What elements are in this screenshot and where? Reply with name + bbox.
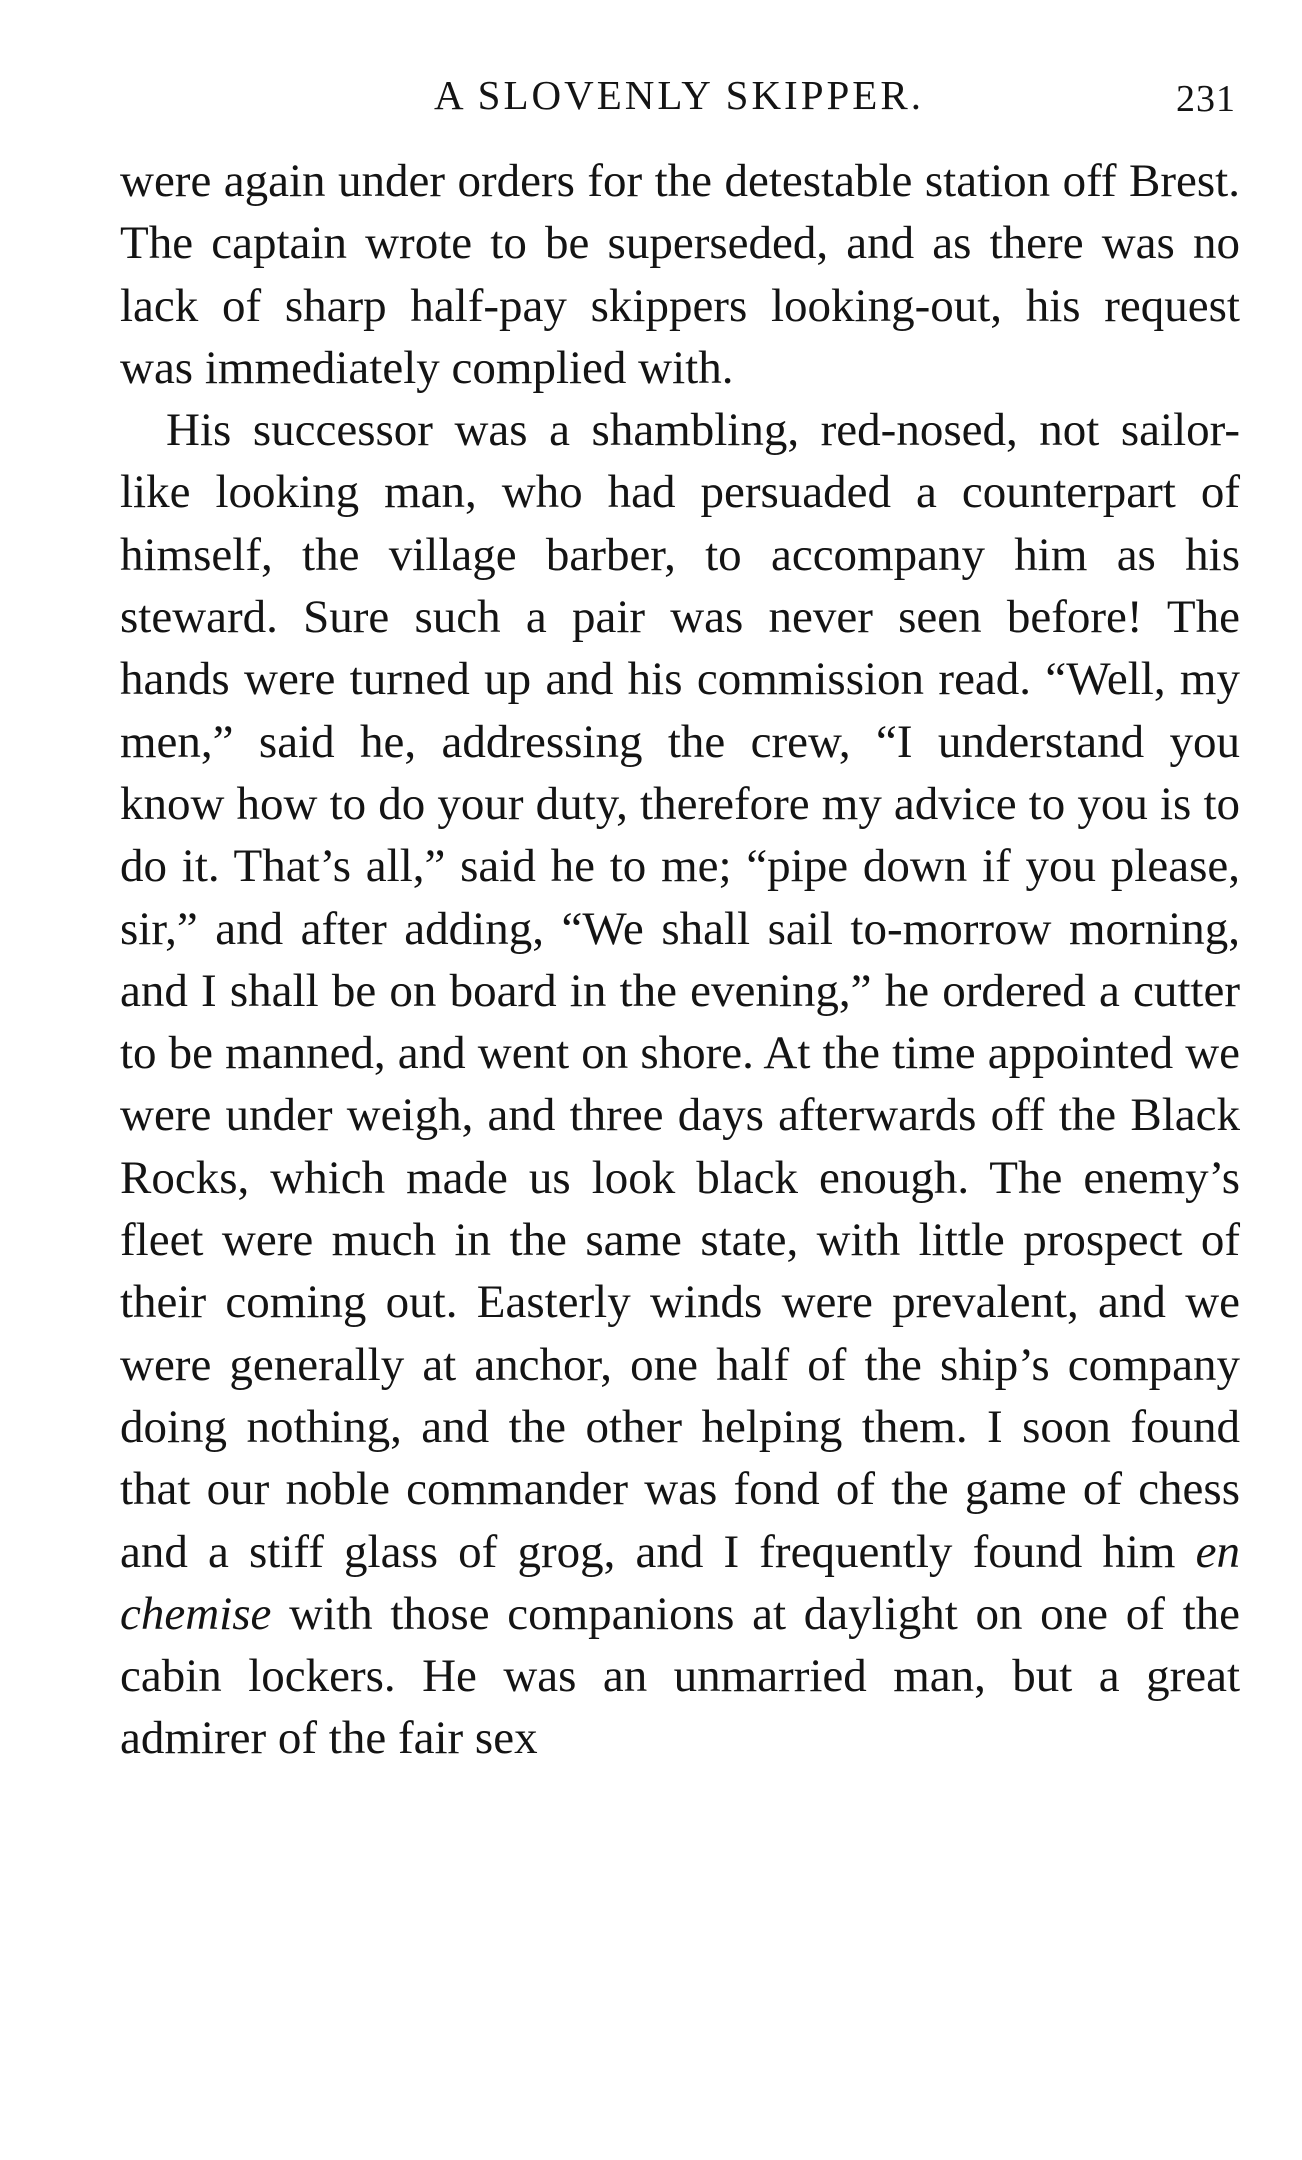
paragraph-continued: were again under orders for the detestable station off Brest. The captain wrote to be superseded, and as there was no lack of sharp half-pay skippers looking-out, his request was immediately complied with. [120, 155, 1240, 394]
page-number: 231 [1176, 78, 1236, 120]
paragraph-text-before-italic: His successor was a shambling, red-nosed, not sailor-like looking man, who had persuaded a counterpart of himself, the village barber, to accompany him as his steward. Sure such a pair was never seen before! The hands were turned up and his commission read. “Well, my men,” said he, addressing the crew, “I understand you know how to do your duty, therefore my advice to you is to do it. That’s all,” said he to me; “pipe down if you please, sir,” and after adding, “We shall sail to-morrow morning, and I shall be on board in the evening,” he ordered a cutter to be manned, and went on shore. At the time appointed we were under weigh, and three days afterwards off the Black Rocks, which made us look black enough. The enemy’s fleet were much in the same state, with little prospect of their coming out. Easterly winds were prevalent, and we were generally at anchor, one half of the ship’s company doing nothing, and the other helping them. I soon found that our noble commander was fond of the game of chess and a stiff glass of grog, and I frequently found him [120, 404, 1240, 1578]
paragraph-text-after-italic: with those companions at daylight on one of the cabin lockers. He was an unmarried man, but a great admirer of the fair sex [120, 1587, 1240, 1765]
body-text [120, 150, 1240, 1770]
running-title: A SLOVENLY SKIPPER. [434, 72, 924, 118]
italic-phrase: en chemise [120, 1525, 1240, 1640]
running-head [122, 70, 1236, 120]
paragraph-successor [120, 399, 1240, 1770]
